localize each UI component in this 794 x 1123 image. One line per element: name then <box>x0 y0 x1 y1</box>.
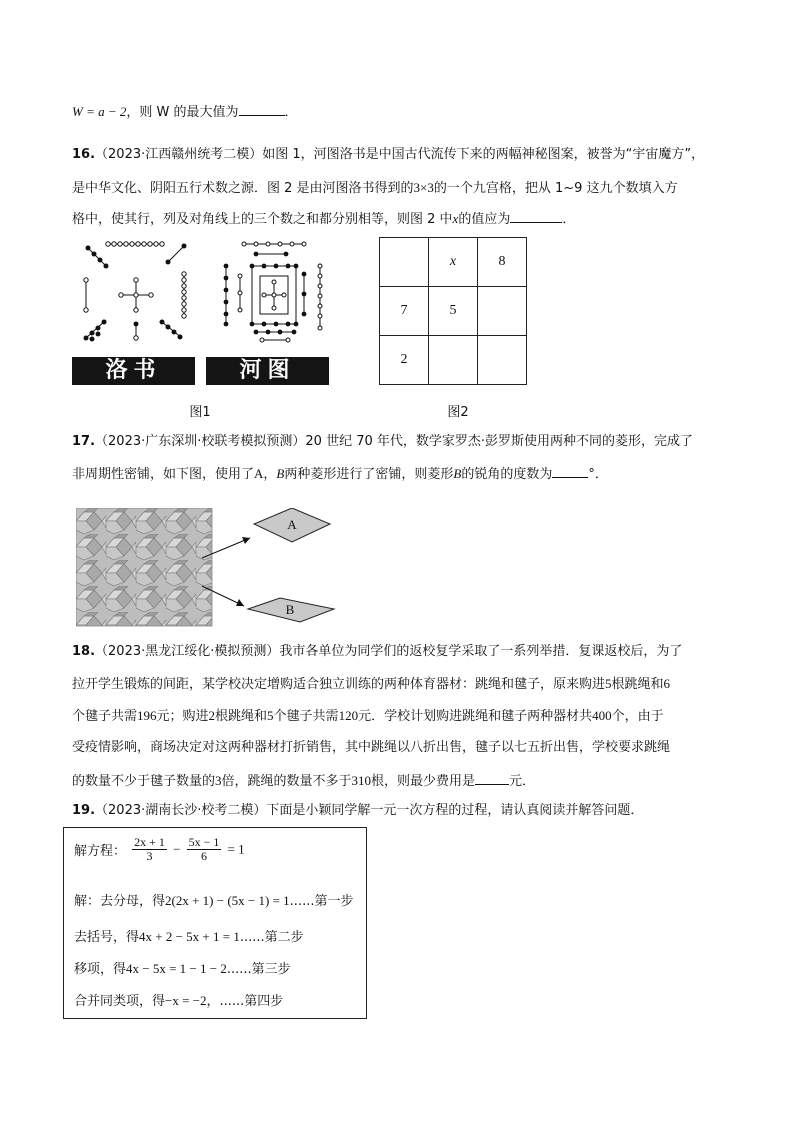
box-step3 <box>74 958 291 977</box>
denominator: 6 <box>200 849 207 863</box>
text: 倍，跳绳的数量不多于 <box>221 774 352 789</box>
text: 格中，使其行，列及对角线上的三个数之和都分别相等，则图 2 中 <box>72 212 453 227</box>
question-number: 17. <box>72 434 96 449</box>
text: 根跳绳和 <box>611 677 664 692</box>
number: 5 <box>267 708 274 723</box>
question-source: （2023·黑龙江绥化·模拟预测） <box>95 644 280 659</box>
expr: 4x − 5x = 1 − 1 − 2 <box>126 961 227 976</box>
box-step4 <box>74 990 283 1009</box>
text: ． <box>284 105 298 120</box>
grid-cell: 2 <box>380 336 429 385</box>
expr: W = a − 2 <box>72 104 127 119</box>
q16-line3 <box>72 210 575 228</box>
label-a: A <box>254 466 264 481</box>
text: 下面是小颖同学解一元一次方程的过程，请认真阅读并解答问题． <box>266 803 644 818</box>
text: ......第二步 <box>239 930 304 945</box>
text: °． <box>588 467 608 482</box>
text: 个毽子共需 <box>72 709 138 724</box>
nine-grid <box>379 237 527 385</box>
text: ......第四步 <box>219 994 284 1009</box>
text: ， <box>263 467 277 482</box>
text: 是中华文化、阴阳五行术数之源．图 2 是由河图洛书得到的 <box>72 181 414 196</box>
box-line1 <box>74 836 245 863</box>
hetu-diagram <box>214 238 330 348</box>
question-source: （2023·江西赣州统考二模） <box>95 147 263 162</box>
box-step1 <box>74 890 353 909</box>
number: 3 <box>215 773 222 788</box>
label-b: B <box>276 466 285 481</box>
grid-cell: 8 <box>478 238 527 287</box>
text: ......第三步 <box>226 962 291 977</box>
text: 的一个九宫格，把从 1~9 这九个数填入方 <box>433 181 678 196</box>
text: 去括号，得 <box>74 930 140 945</box>
text: ......第一步 <box>289 894 354 909</box>
answer-blank[interactable] <box>475 772 509 785</box>
answer-blank[interactable] <box>510 210 562 223</box>
penrose-tiling <box>76 508 338 628</box>
fraction-1 <box>132 836 167 863</box>
figure1-caption: 图1 <box>189 405 211 420</box>
text: 元．学校计划购进跳绳和毽子两种器材共 <box>358 709 593 724</box>
text: 的值应为 <box>458 212 511 227</box>
luoshu-banner: 洛书 <box>72 357 195 385</box>
grid-cell: 5 <box>429 287 478 336</box>
grid-cell: 7 <box>380 287 429 336</box>
numerator: 5x − 1 <box>188 835 220 849</box>
box-step2 <box>74 926 304 945</box>
number: 6 <box>663 676 671 691</box>
text: 受疫情影响，商场决定对这两种器材打折销售，其中跳绳以八折出售，毽子以七五折出售，学校要求跳绳 <box>72 740 671 755</box>
text: 合并同类项，得 <box>74 994 166 1009</box>
text: ，则 W 的最大值为 <box>126 105 239 120</box>
grid-cell <box>380 238 429 287</box>
text: 如图 1，河图洛书是中国古代流传下来的两幅神秘图案，被誉为“宇宙魔方”， <box>262 147 705 162</box>
text: 元；购进 <box>156 709 209 724</box>
numerator: 2x + 1 <box>134 835 165 849</box>
text: 根跳绳和 <box>215 709 268 724</box>
question-number: 18. <box>72 644 96 659</box>
expr: 2(2x + 1) − (5x − 1) = 1 <box>165 893 290 908</box>
q18-line5 <box>72 772 535 790</box>
q16-line1 <box>72 147 704 163</box>
text: ． <box>562 212 576 227</box>
expr: 3×3 <box>413 180 434 195</box>
text: 拉开学生锻炼的间距，某学校决定增购适合独立训练的两种体育器材：跳绳和毽子，原来购进 <box>72 677 606 692</box>
rhombus-b-label: B <box>285 602 295 617</box>
grid-cell <box>478 336 527 385</box>
text: 移项，得 <box>74 962 127 977</box>
question-source: （2023·广东深圳·校联考模拟预测） <box>95 434 306 449</box>
q18-line2 <box>72 676 670 693</box>
q17-line1 <box>72 434 693 450</box>
question-number: 16. <box>72 147 96 162</box>
rhombus-a-label: A <box>287 517 297 532</box>
number: 5 <box>605 676 612 691</box>
expr: −x = −2， <box>165 993 220 1008</box>
figure2-caption: 图2 <box>447 405 469 420</box>
denominator: 3 <box>146 849 153 863</box>
text: 20 世纪 70 年代，数学家罗杰·彭罗斯使用两种不同的菱形，完成了 <box>305 434 694 449</box>
hetu-banner: 河图 <box>206 357 329 385</box>
grid-cell <box>478 287 527 336</box>
question-source: （2023·湖南长沙·校考二模） <box>95 803 267 818</box>
solution-box <box>63 827 367 1019</box>
text: 解：去分母，得 <box>74 894 166 909</box>
number: 400 <box>592 708 612 723</box>
text: 个，由于 <box>611 709 664 724</box>
q17-line2 <box>72 465 608 483</box>
text: 解方程： <box>74 844 127 859</box>
answer-blank[interactable] <box>552 465 588 478</box>
number: 196 <box>137 708 157 723</box>
text: 个毽子共需 <box>273 709 339 724</box>
text: 非周期性密铺，如下图，使用了 <box>72 467 255 482</box>
text: 的数量不少于毽子数量的 <box>72 774 216 789</box>
text: 根，则最少费用是 <box>371 774 476 789</box>
label-b: B <box>453 466 462 481</box>
luoshu-diagram <box>76 238 196 348</box>
q18-line4 <box>72 740 670 756</box>
text: 我市各单位为同学们的返校复学采取了一系列举措．复课返校后，为了 <box>279 644 683 659</box>
text: 的锐角的度数为 <box>461 467 553 482</box>
text: 两种菱形进行了密铺，则菱形 <box>284 467 454 482</box>
number: 120 <box>338 708 359 723</box>
q19-line1 <box>72 803 643 819</box>
text: 元． <box>509 774 536 789</box>
text: = 1 <box>227 841 245 857</box>
var-x: x <box>452 211 459 226</box>
prev-answer-line <box>72 103 298 121</box>
answer-blank[interactable] <box>239 103 285 116</box>
q16-line2 <box>72 180 678 197</box>
number: 310 <box>351 773 372 788</box>
expr: 4x + 2 − 5x + 1 = 1 <box>139 929 240 944</box>
fraction-2 <box>187 836 222 863</box>
number: 2 <box>208 708 216 723</box>
text: − <box>173 841 181 857</box>
grid-cell <box>429 336 478 385</box>
q18-line1 <box>72 644 682 660</box>
question-number: 19. <box>72 803 96 818</box>
grid-cell: x <box>429 238 478 287</box>
q18-line3 <box>72 708 664 725</box>
